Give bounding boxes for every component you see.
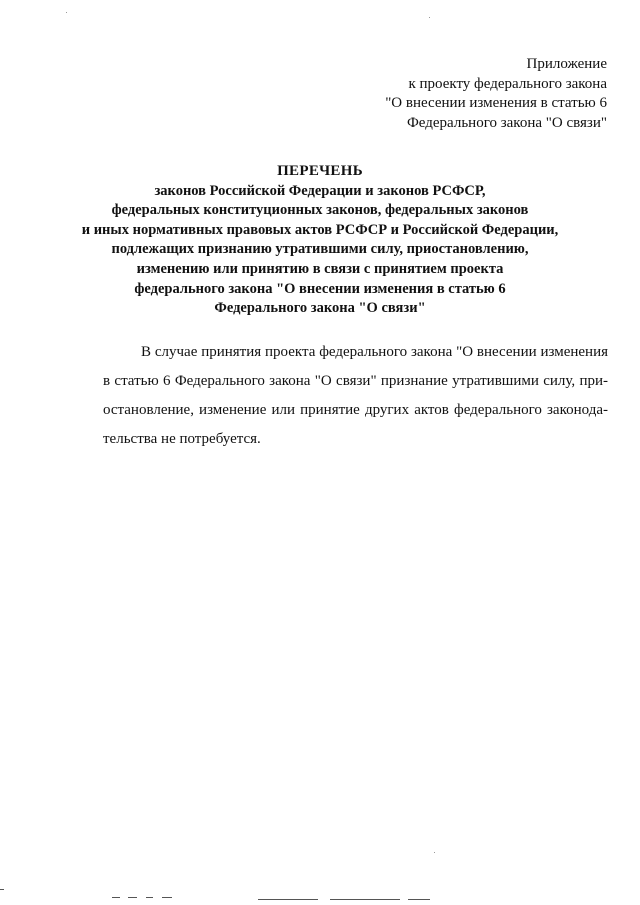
title-line: и иных нормативных правовых актов РСФСР и Российской Федерации, <box>81 221 559 238</box>
title-heading: ПЕРЕЧЕНЬ <box>277 163 363 179</box>
appendix-line: Приложение <box>526 56 607 72</box>
scan-artifact <box>0 889 4 890</box>
title-line: федерального закона "О внесении изменения в статью 6 <box>134 280 506 297</box>
title-line: федеральных конституционных законов, федеральных законов <box>111 202 529 219</box>
appendix-note <box>385 55 607 133</box>
appendix-line: Федерального закона "О связи" <box>406 114 607 131</box>
title-line: законов Российской Федерации и законов РСФСР, <box>154 182 486 199</box>
scan-artifact <box>128 897 137 898</box>
scan-artifact <box>434 852 435 853</box>
body-line: в статью 6 Федерального закона "О связи" признание утратившими силу, при- <box>103 373 608 389</box>
document-title <box>60 162 580 319</box>
appendix-line: к проекту федерального закона <box>408 75 607 92</box>
scan-artifact <box>146 897 153 898</box>
scan-artifact <box>330 899 400 900</box>
title-line: Федерального закона "О связи" <box>214 300 426 317</box>
scan-artifact <box>258 899 318 900</box>
title-line: подлежащих признанию утратившими силу, приостановлению, <box>111 241 529 258</box>
title-line: изменению или принятию в связи с принятием проекта <box>136 260 504 277</box>
scan-artifact <box>408 899 430 900</box>
scan-artifact <box>112 897 120 898</box>
scan-artifact <box>429 17 430 18</box>
scan-artifact <box>162 897 172 898</box>
body-line: В случае принятия проекта федерального закона "О внесении изменения <box>141 344 608 360</box>
body-paragraph <box>103 338 608 454</box>
scan-artifact <box>66 12 67 13</box>
body-line: тельства не потребуется. <box>103 431 261 447</box>
body-line: остановление, изменение или принятие других актов федерального законода- <box>103 402 608 418</box>
appendix-line: "О внесении изменения в статью 6 <box>385 95 607 111</box>
